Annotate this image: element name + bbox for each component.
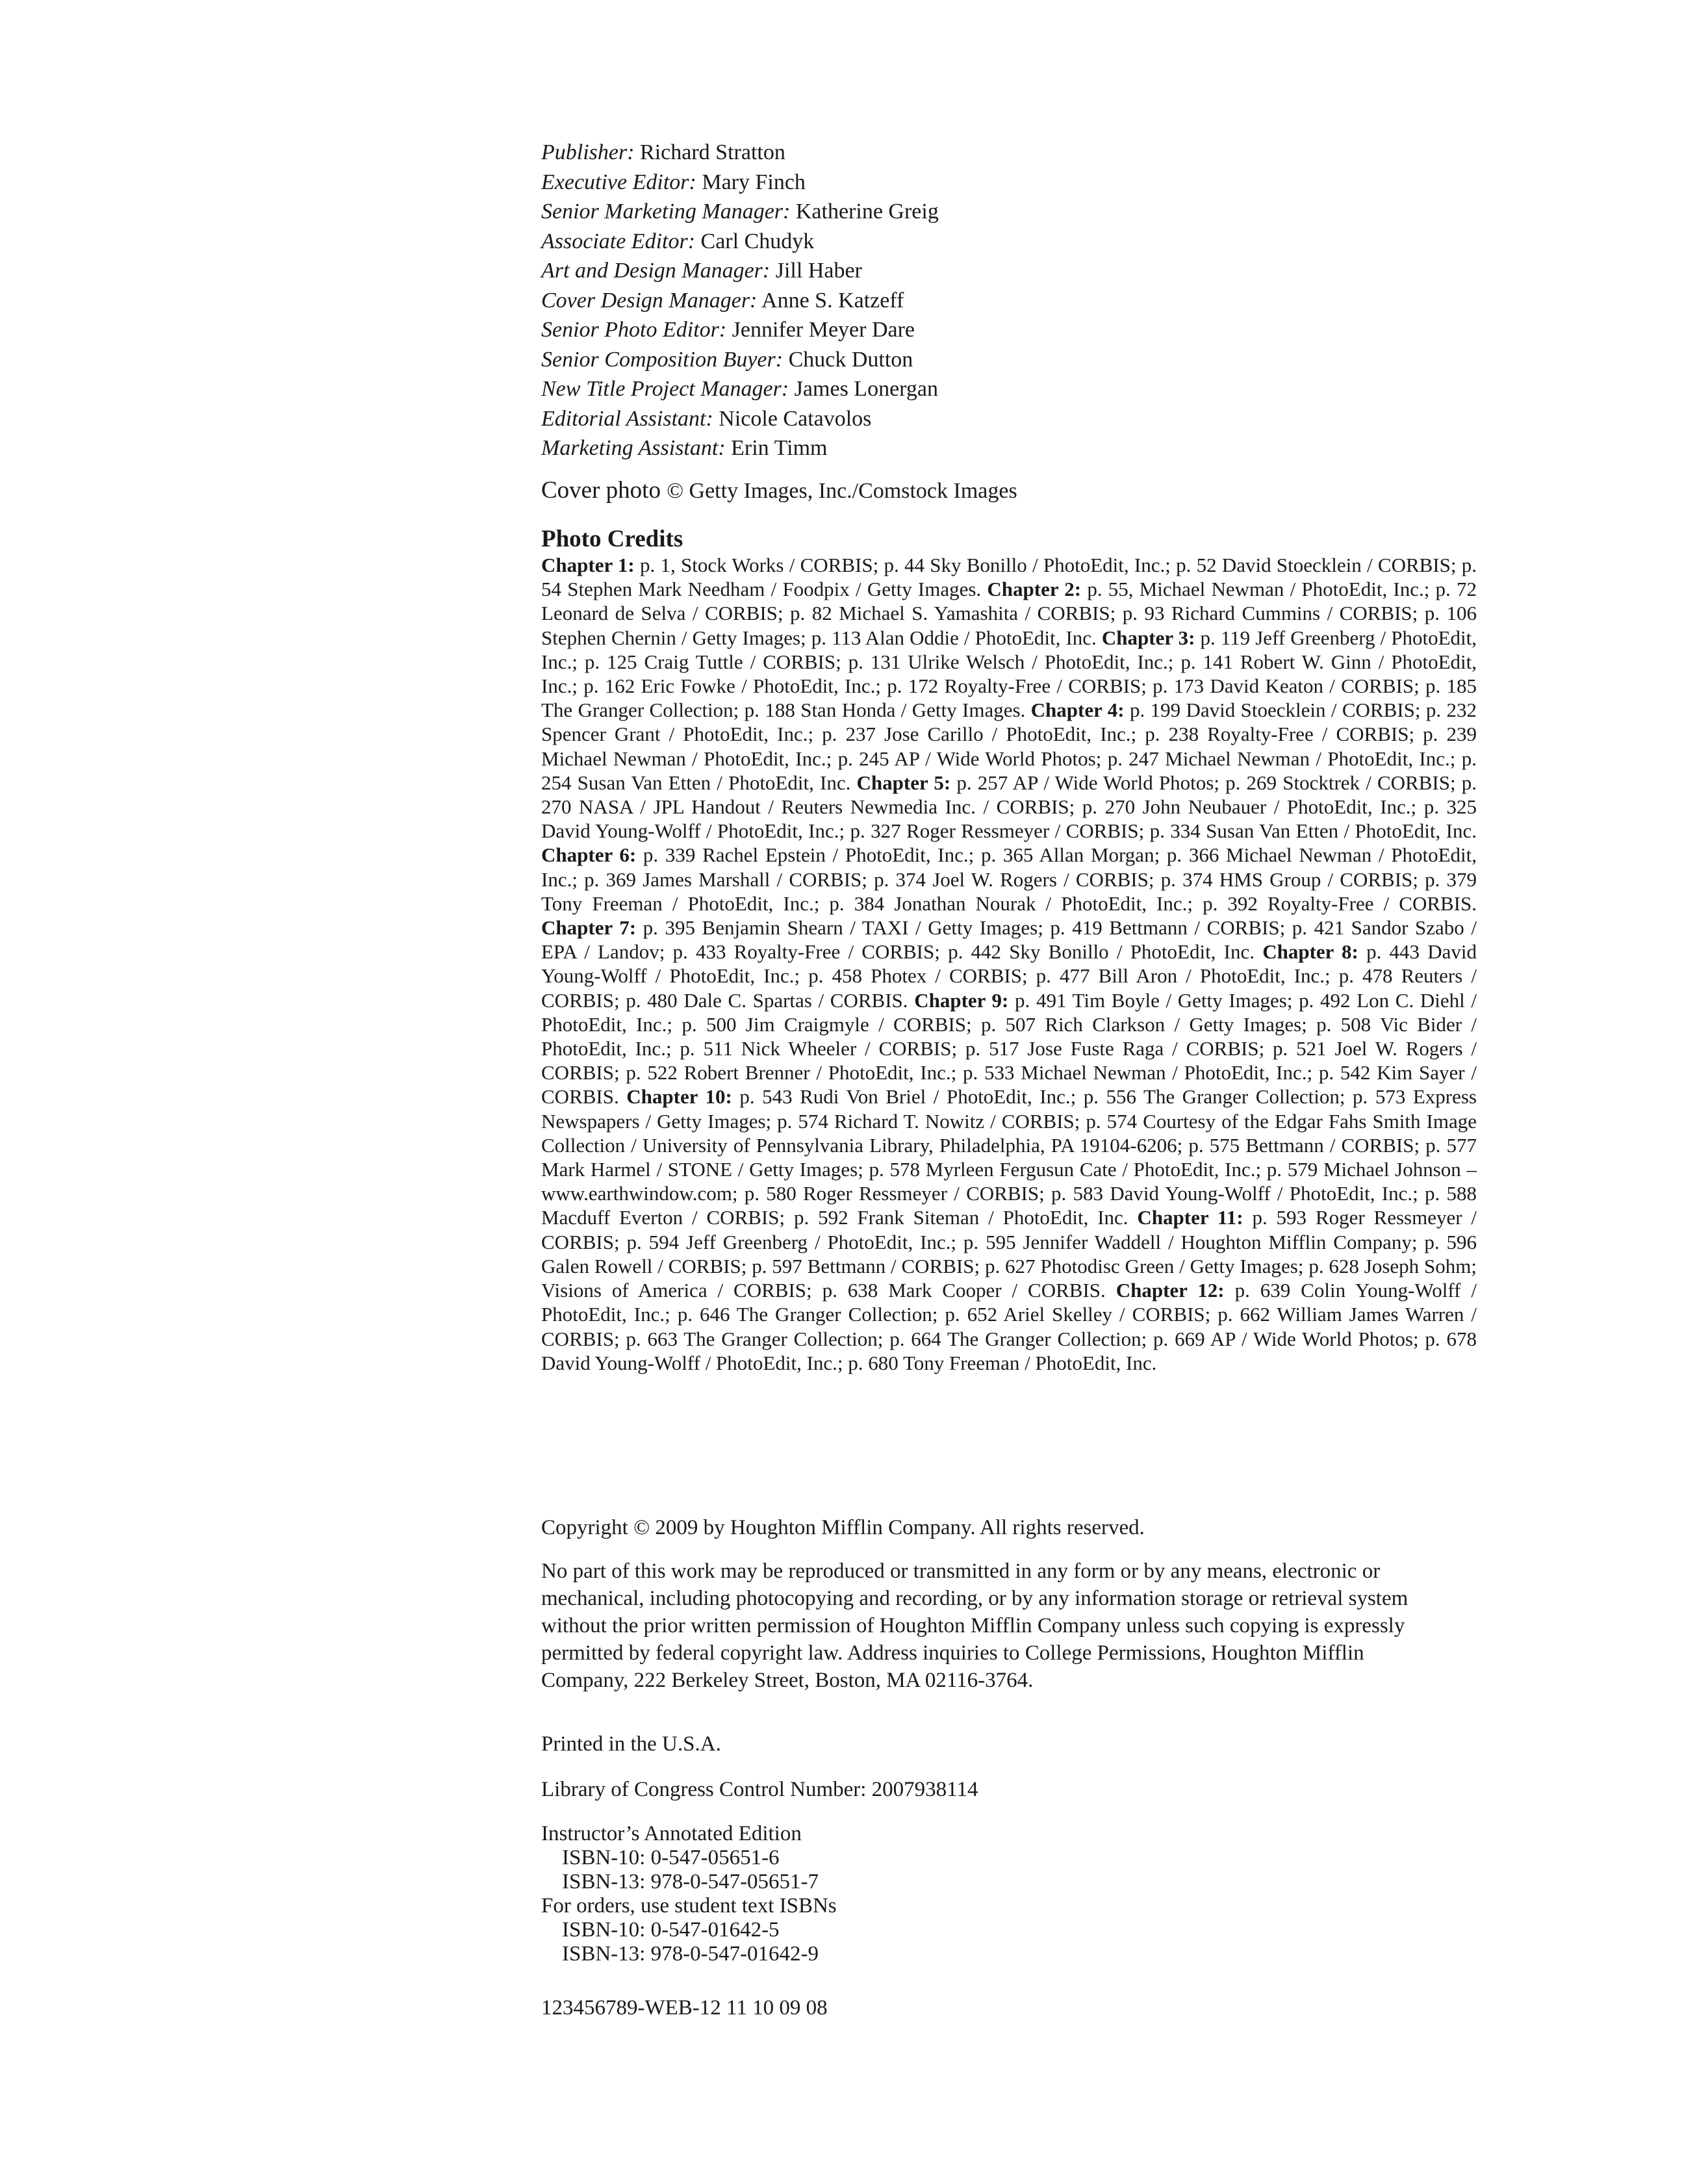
chapter-label: Chapter 1: <box>541 554 635 576</box>
staff-name: Richard Stratton <box>640 140 785 164</box>
chapter-credits: p. 1, Stock Works / CORBIS; p. 44 Sky Bonillo / PhotoEdit, Inc.; p. 52 David Stoecklein / CORBIS; p. 54 Stephen Mark Needham / Foodpix / Getty Images. <box>541 554 1477 601</box>
student-isbn10: ISBN-10: 0-547-01642-5 <box>562 1918 780 1942</box>
staff-name: Chuck Dutton <box>788 347 913 372</box>
staff-line <box>541 345 1477 375</box>
staff-role: Senior Marketing Manager: <box>541 199 791 224</box>
isbn-block <box>541 1822 1477 1966</box>
chapter-credits: p. 593 Roger Ressmeyer / CORBIS; p. 594 Jeff Greenberg / PhotoEdit, Inc.; p. 595 Jennifer Waddell / Houghton Mifflin Company; p. 596 Galen Rowell / CORBIS; p. 597 Bettmann / CORBIS; p. 627 Photodisc Green / Getty Images; p. 628 Joseph Sohm; Visions of America / CORBIS; p. 638 Mark Cooper / CORBIS. <box>541 1206 1477 1302</box>
orders-label: For orders, use student text ISBNs <box>541 1894 837 1918</box>
staff-role: Publisher: <box>541 140 635 164</box>
chapter-label: Chapter 7: <box>541 916 637 940</box>
chapter-credits: p. 119 Jeff Greenberg / PhotoEdit, Inc.; p. 125 Craig Tuttle / CORBIS; p. 131 Ulrike Welsch / PhotoEdit, Inc.; p. 141 Robert W. Ginn / PhotoEdit, Inc.; p. 162 Eric Fowke / PhotoEdit, Inc.; p. 172 Royalty-Free / CORBIS; p. 173 David Keaton / CORBIS; p. 185 The Granger Collection; p. 188 Stan Honda / Getty Images. <box>541 626 1477 722</box>
staff-line <box>541 138 1477 168</box>
chapter-credits: p. 639 Colin Young-Wolff / PhotoEdit, Inc.; p. 646 The Granger Collection; p. 652 Ariel Skelley / CORBIS; p. 662 William James Warren / CORBIS; p. 663 The Granger Collection; p. 664 The Granger Collection; p. 669 AP / Wide World Photos; p. 678 David Young-Wolff / PhotoEdit, Inc.; p. 680 Tony Freeman / PhotoEdit, Inc. <box>541 1279 1477 1374</box>
staff-role: Art and Design Manager: <box>541 259 771 283</box>
staff-name: Jennifer Meyer Dare <box>732 318 915 342</box>
chapter-credits: p. 491 Tim Boyle / Getty Images; p. 492 Lon C. Diehl / PhotoEdit, Inc.; p. 500 Jim Craigmyle / CORBIS; p. 507 Rich Clarkson / Getty Images; p. 508 Vic Bider / PhotoEdit, Inc.; p. 511 Nick Wheeler / CORBIS; p. 517 Jose Fuste Raga / CORBIS; p. 521 Joel W. Rogers / CORBIS; p. 522 Robert Brenner / PhotoEdit, Inc.; p. 533 Michael Newman / PhotoEdit, Inc.; p. 542 Kim Sayer / CORBIS. <box>541 988 1477 1109</box>
staff-role: Senior Composition Buyer: <box>541 347 784 372</box>
staff-name: Katherine Greig <box>795 199 939 224</box>
chapter-credits: p. 543 Rudi Von Briel / PhotoEdit, Inc.; p. 556 The Granger Collection; p. 573 Express Newspapers / Getty Images; p. 574 Richard T. Nowitz / CORBIS; p. 574 Courtesy of the Edgar Fahs Smith Image Collection / University of Pennsylvania Library, Philadelphia, PA 19104-6206; p. 575 Bettmann / CORBIS; p. 577 Mark Harmel / STONE / Getty Images; p. 578 Myrleen Fergusun Cate / PhotoEdit, Inc.; p. 579 Michael Johnson – www.earthwindow.com; p. 580 Roger Ressmeyer / CORBIS; p. 583 David Young-Wolff / PhotoEdit, Inc.; p. 588 Macduff Everton / CORBIS; p. 592 Frank Siteman / PhotoEdit, Inc. <box>541 1085 1477 1229</box>
cover-photo-source: © Getty Images, Inc./Comstock Images <box>667 479 1017 503</box>
cover-photo-credit <box>541 474 1477 507</box>
chapter-label: Chapter 10: <box>626 1085 732 1109</box>
chapter-credits: p. 55, Michael Newman / PhotoEdit, Inc.; p. 72 Leonard de Selva / CORBIS; p. 82 Michael S. Yamashita / CORBIS; p. 93 Richard Cummins / CORBIS; p. 106 Stephen Chernin / Getty Images; p. 113 Alan Oddie / PhotoEdit, Inc. <box>541 578 1477 649</box>
cover-photo-label: Cover photo <box>541 477 661 504</box>
staff-line <box>541 404 1477 434</box>
library-of-congress-number: Library of Congress Control Number: 2007938114 <box>541 1778 978 1801</box>
chapter-label: Chapter 3: <box>1101 626 1195 649</box>
copyright-notice: Copyright © 2009 by Houghton Mifflin Company. All rights reserved. <box>541 1516 1145 1539</box>
staff-role: Cover Design Manager: <box>541 288 758 313</box>
staff-role: Executive Editor: <box>541 170 696 194</box>
chapter-credits: p. 257 AP / Wide World Photos; p. 269 Stocktrek / CORBIS; p. 270 NASA / JPL Handout / Reuters Newmedia Inc. / CORBIS; p. 270 John Neubauer / PhotoEdit, Inc.; p. 325 David Young-Wolff / PhotoEdit, Inc.; p. 327 Roger Ressmeyer / CORBIS; p. 334 Susan Van Etten / PhotoEdit, Inc. <box>541 771 1477 843</box>
staff-line <box>541 433 1477 463</box>
chapter-label: Chapter 9: <box>914 988 1009 1012</box>
chapter-label: Chapter 6: <box>541 843 637 867</box>
chapter-label: Chapter 5: <box>856 771 951 794</box>
staff-line <box>541 227 1477 257</box>
edition-isbn13: ISBN-13: 978-0-547-05651-7 <box>562 1870 819 1893</box>
chapter-credits: p. 395 Benjamin Shearn / TAXI / Getty Images; p. 419 Bettmann / CORBIS; p. 421 Sandor Szabo / EPA / Landov; p. 433 Royalty-Free / CORBIS; p. 442 Sky Bonillo / PhotoEdit, Inc. <box>541 916 1477 964</box>
staff-line <box>541 286 1477 316</box>
print-line: 123456789-WEB-12 11 10 09 08 <box>541 1996 828 2020</box>
staff-line <box>541 168 1477 198</box>
chapter-label: Chapter 11: <box>1137 1206 1243 1229</box>
staff-role: New Title Project Manager: <box>541 377 789 401</box>
staff-name: Anne S. Katzeff <box>761 288 904 313</box>
staff-name: Jill Haber <box>775 259 862 283</box>
staff-role: Senior Photo Editor: <box>541 318 727 342</box>
edition-isbn10: ISBN-10: 0-547-05651-6 <box>562 1846 780 1869</box>
staff-name: James Lonergan <box>794 377 938 401</box>
student-isbn13: ISBN-13: 978-0-547-01642-9 <box>562 1942 819 1966</box>
chapter-label: Chapter 2: <box>987 578 1082 601</box>
staff-role: Marketing Assistant: <box>541 436 726 460</box>
staff-line <box>541 374 1477 404</box>
edition-label: Instructor’s Annotated Edition <box>541 1822 802 1845</box>
printed-in: Printed in the U.S.A. <box>541 1732 721 1756</box>
chapter-credits: p. 339 Rachel Epstein / PhotoEdit, Inc.; p. 365 Allan Morgan; p. 366 Michael Newman / PhotoEdit, Inc.; p. 369 James Marshall / CORBIS; p. 374 Joel W. Rogers / CORBIS; p. 374 HMS Group / CORBIS; p. 379 Tony Freeman / PhotoEdit, Inc.; p. 384 Jonathan Nourak / PhotoEdit, Inc.; p. 392 Royalty-Free / CORBIS. <box>541 843 1477 915</box>
staff-line <box>541 256 1477 286</box>
staff-name: Erin Timm <box>731 436 828 460</box>
rights-notice: No part of this work may be reproduced or transmitted in any form or by any means, electronic or mechanical, including photocopying and recording, or by any information storage or retrieval system without the prior written permission of Houghton Mifflin Company unless such copying is expressly permitted by federal copyright law. Address inquiries to College Permissions, Houghton Mifflin Company, 222 Berkeley Street, Boston, MA 02116-3764. <box>541 1559 1408 1692</box>
staff-name: Mary Finch <box>702 170 806 194</box>
staff-name: Nicole Catavolos <box>719 406 872 431</box>
photo-credits-body <box>541 553 1477 1375</box>
chapter-label: Chapter 4: <box>1030 699 1125 722</box>
chapter-credits: p. 443 David Young-Wolff / PhotoEdit, Inc.; p. 458 Photex / CORBIS; p. 477 Bill Aron / PhotoEdit, Inc.; p. 478 Reuters / CORBIS; p. 480 Dale C. Spartas / CORBIS. <box>541 940 1477 1012</box>
staff-list <box>541 138 1477 463</box>
photo-credits-heading: Photo Credits <box>541 526 683 552</box>
chapter-label: Chapter 12: <box>1115 1279 1225 1302</box>
staff-line <box>541 197 1477 227</box>
chapter-label: Chapter 8: <box>1262 940 1358 964</box>
staff-line <box>541 315 1477 345</box>
staff-role: Editorial Assistant: <box>541 406 713 431</box>
staff-role: Associate Editor: <box>541 229 696 253</box>
staff-name: Carl Chudyk <box>700 229 815 253</box>
chapter-credits: p. 199 David Stoecklein / CORBIS; p. 232 Spencer Grant / PhotoEdit, Inc.; p. 237 Jose Carillo / PhotoEdit, Inc.; p. 238 Royalty-Free / CORBIS; p. 239 Michael Newman / PhotoEdit, Inc.; p. 245 AP / Wide World Photos; p. 247 Michael Newman / PhotoEdit, Inc.; p. 254 Susan Van Etten / PhotoEdit, Inc. <box>541 699 1477 794</box>
